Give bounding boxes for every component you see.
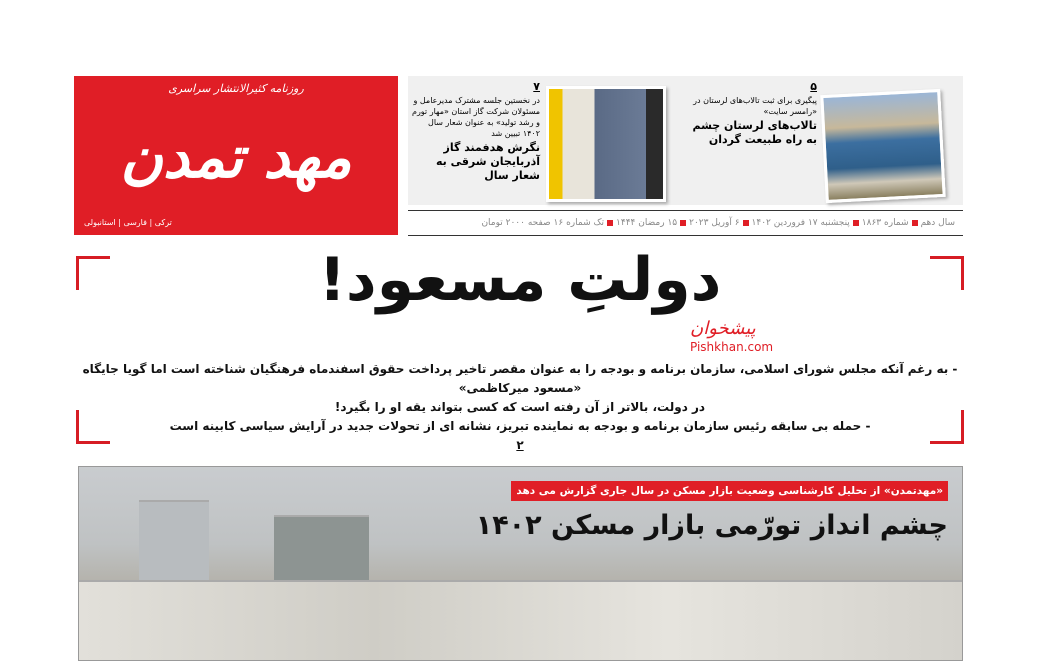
separator-square [680, 220, 686, 226]
teaser-title: نگرش هدفمند گاز آذربایجان شرقی به شعار سال [435, 141, 540, 182]
issue-date-hijri: ۱۵ رمضان ۱۴۴۴ [616, 218, 678, 228]
hero-story[interactable] [78, 466, 963, 661]
main-headline: دولتِ مسعود! [318, 245, 722, 315]
teaser-lorestan[interactable] [691, 76, 963, 205]
issue-info-bar [408, 210, 963, 236]
watermark-url: Pishkhan.com [690, 340, 774, 354]
watermark [690, 318, 773, 355]
speaker-photo [546, 86, 666, 202]
lead-page-ref[interactable]: ۲ [516, 438, 524, 452]
masthead-name: مهد تمدن [120, 122, 352, 191]
separator-square [853, 220, 859, 226]
hero-title: چشم انداز تورّمی بازار مسکن ۱۴۰۲ [475, 510, 948, 541]
city-skyline [79, 580, 963, 660]
lead-line: - حمله بی سابقه رئیس سازمان برنامه و بودجه به نماینده تبریز، نشانه ای از تحولات جدید در آرایش سیاسی کابینه است [169, 419, 871, 433]
watermark-text: پیشخوان [690, 318, 756, 339]
lead-line: - به رغم آنکه مجلس شورای اسلامی، سازمان برنامه و بودجه را به عنوان مقصر تاخیر پرداخت حقوق اسفندماه فرهنگیان شناخته است اما گویا جایگاه «مسعود میرکاظمی» [82, 362, 958, 395]
issue-year: سال دهم [920, 218, 955, 228]
teaser-text [412, 80, 540, 183]
teaser-kicker: پیگیری برای ثبت تالاب‌های لرستان در «رامسر سایت» [693, 96, 817, 116]
teaser-page: ۵ [810, 80, 817, 93]
teaser-text [689, 80, 817, 147]
issue-date-gregorian: ۶ آوریل ۲۰۲۳ [689, 218, 740, 228]
issue-price: تک شماره ۱۶ صفحه ۲۰۰۰ تومان [481, 218, 605, 228]
teaser-title: تالاب‌های لرستان چشم به راه طبیعت گردان [692, 119, 817, 146]
teaser-kicker: در نخستین جلسه مشترک مدیرعامل و مسئولان شرکت گاز استان «مهار تورم و رشد تولید» به عنوان شعار سال ۱۴۰۲ تبیین شد [411, 96, 540, 138]
masthead-logo [74, 76, 398, 235]
teaser-strip [408, 76, 963, 205]
lake-photo [820, 89, 945, 203]
masthead-tagline: روزنامه کثیرالانتشار سراسری [168, 82, 304, 95]
lead-line: در دولت، بالاتر از آن رفته است که کسی بتواند یقه او را بگیرد! [334, 400, 706, 414]
issue-number: شماره ۱۸۶۳ [861, 218, 909, 228]
separator-square [743, 220, 749, 226]
teaser-gas[interactable] [408, 76, 680, 205]
separator-square [912, 220, 918, 226]
masthead-languages: ترکی | فارسی | استانبولی [84, 218, 172, 227]
hero-kicker: «مهدتمدن» از تحلیل کارشناسی وضعیت بازار مسکن در سال جاری گزارش می دهد [511, 481, 948, 501]
teaser-page: ۷ [533, 80, 540, 93]
separator-square [607, 220, 613, 226]
lead-block [80, 360, 960, 455]
issue-date-persian: پنجشنبه ۱۷ فروردین ۱۴۰۲ [751, 218, 850, 228]
